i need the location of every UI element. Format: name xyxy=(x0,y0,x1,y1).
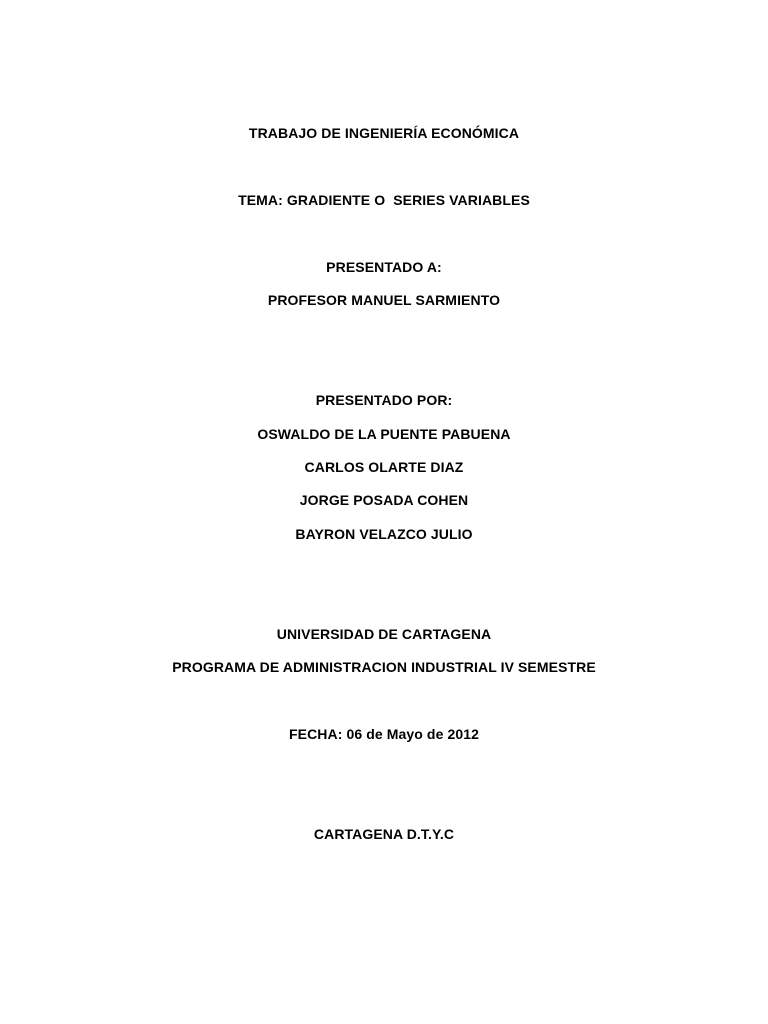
program-name: PROGRAMA DE ADMINISTRACION INDUSTRIAL IV SEMESTRE xyxy=(172,659,596,675)
document-date: FECHA: 06 de Mayo de 2012 xyxy=(288,726,479,742)
city-name: CARTAGENA D.T.Y.C xyxy=(313,826,455,842)
university-name: UNIVERSIDAD DE CARTAGENA xyxy=(276,626,492,642)
author-name: CARLOS OLARTE DIAZ xyxy=(304,459,464,475)
author-name: BAYRON VELAZCO JULIO xyxy=(295,526,473,542)
presented-to-label: PRESENTADO A: xyxy=(326,259,442,275)
author-name: OSWALDO DE LA PUENTE PABUENA xyxy=(257,426,511,442)
professor-name: PROFESOR MANUEL SARMIENTO xyxy=(267,292,501,308)
presented-by-label: PRESENTADO POR: xyxy=(315,392,453,408)
document-title: TRABAJO DE INGENIERÍA ECONÓMICA xyxy=(248,125,520,141)
author-name: JORGE POSADA COHEN xyxy=(299,492,469,508)
document-theme: TEMA: GRADIENTE O SERIES VARIABLES xyxy=(238,192,530,208)
